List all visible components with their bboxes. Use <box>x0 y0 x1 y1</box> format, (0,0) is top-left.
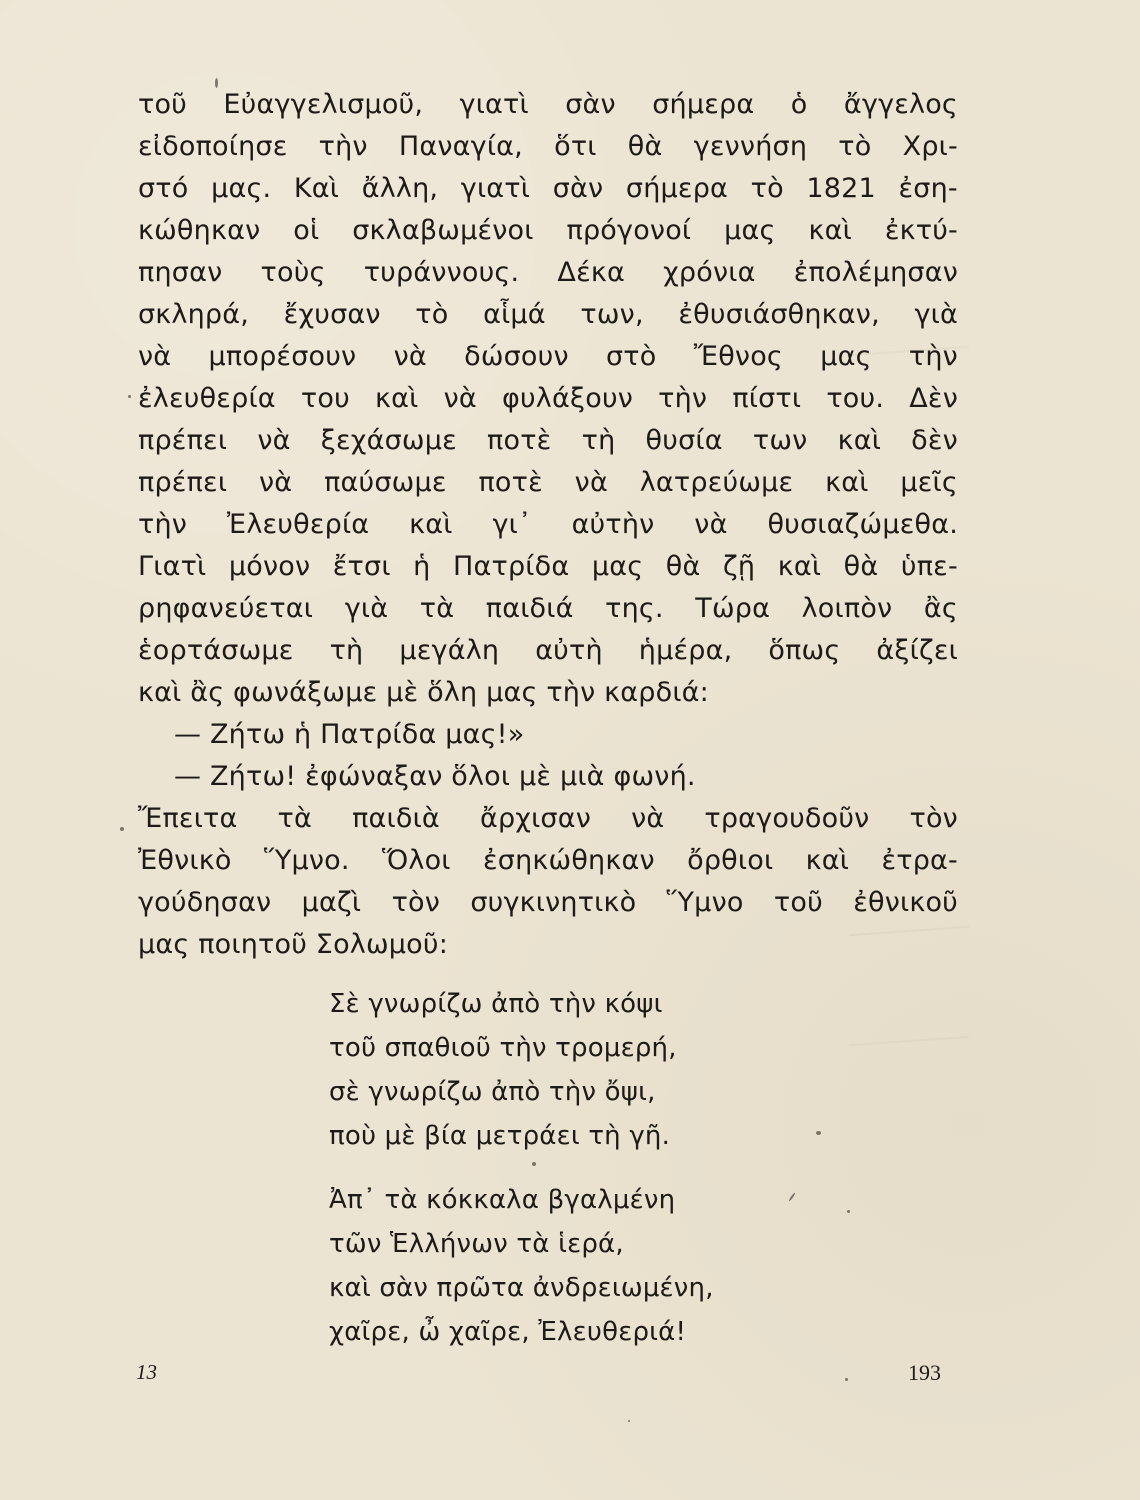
paragraph-line <box>138 420 958 462</box>
word: ποτὲ <box>478 467 543 498</box>
word: του <box>300 383 350 414</box>
word: ἐκτύ- <box>884 215 958 246</box>
paragraph-line <box>138 294 958 336</box>
paragraph-line <box>138 336 958 378</box>
word: νὰ <box>257 425 291 456</box>
dialogue-line: — Ζήτω ἡ Πατρίδα μας!» <box>174 719 525 750</box>
word: θυσία <box>645 425 723 456</box>
word: ρηφανεύεται <box>138 593 314 624</box>
word: σκλαβωμένοι <box>352 215 534 246</box>
paragraph-line <box>138 504 958 546</box>
word: γι᾿ <box>492 509 532 540</box>
word: γιὰ <box>914 299 958 330</box>
word: παιδιὰ <box>352 803 440 834</box>
word: παιδιά <box>485 593 574 624</box>
signature-mark: 13 <box>136 1360 157 1384</box>
word: Ὕμνο. <box>263 845 350 876</box>
word: ἡμέρα, <box>638 635 733 666</box>
verse-line: σὲ γνωρίζω ἀπὸ τὴν ὄψι, <box>329 1077 656 1107</box>
paragraph-line <box>138 798 958 840</box>
word: ἐτρα- <box>881 845 958 876</box>
paper-speck <box>128 395 131 398</box>
word: μας <box>724 215 776 246</box>
verse-line: τῶν Ἑλλήνων τὰ ἱερά, <box>329 1229 624 1259</box>
paragraph-line <box>138 210 958 252</box>
word: μπορέσουν <box>208 341 357 372</box>
word: νὰ <box>258 467 293 498</box>
word: του. <box>826 383 885 414</box>
word: θὰ <box>843 551 879 582</box>
word: ζῇ <box>723 551 756 582</box>
dialogue-line: — Ζήτω! ἐφώναξαν ὅλοι μὲ μιὰ φωνή. <box>174 761 696 792</box>
word: Ἔθνος <box>693 341 783 372</box>
word: ὅτι <box>554 131 597 162</box>
word: ἐλευθερία <box>138 383 276 414</box>
word: μεῖς <box>900 467 958 498</box>
paragraph-line <box>138 840 958 882</box>
main-text-block <box>138 84 958 966</box>
word: τοὺς <box>260 257 326 288</box>
word: ἄρχισαν <box>479 803 592 834</box>
paragraph-line <box>138 630 958 672</box>
word: πρέπει <box>138 425 228 456</box>
anthem-stanza-2 <box>329 1178 799 1354</box>
word: Καὶ <box>293 173 340 204</box>
word: Εὐαγγελισμοῦ, <box>223 89 424 120</box>
word: πίστι <box>732 383 802 414</box>
paper-speck <box>816 1131 821 1135</box>
paper-speck <box>847 1210 850 1213</box>
paragraph-line <box>138 378 958 420</box>
paragraph-line <box>138 462 958 504</box>
word: νὰ <box>138 341 172 372</box>
word: ξεχάσωμε <box>320 425 457 456</box>
word: Χρι- <box>902 131 958 162</box>
word: νὰ <box>443 383 477 414</box>
word: γιὰ <box>344 593 389 624</box>
word: νὰ <box>393 341 427 372</box>
verse-line: τοῦ σπαθιοῦ τὴν τρομερή, <box>329 1033 677 1063</box>
word: τὴν <box>658 383 708 414</box>
word: νὰ <box>694 509 728 540</box>
word: ὑπε- <box>900 551 958 582</box>
paragraph-line: καὶ ἂς φωνάξωμε μὲ ὅλη μας τὴν καρδιά: <box>138 677 709 708</box>
word: τὴν <box>138 509 188 540</box>
paragraph-line <box>138 126 958 168</box>
word: μόνον <box>228 551 311 582</box>
word: αὐτὴν <box>571 509 655 540</box>
word: Ὅλοι <box>382 845 451 876</box>
word: λατρεύωμε <box>639 467 794 498</box>
word: Πατρίδα <box>452 551 570 582</box>
word: τυράννους. <box>363 257 520 288</box>
word: Ἐλευθερία <box>226 509 370 540</box>
word: συγκινητικὸ <box>470 887 637 918</box>
word: τὸν <box>391 887 441 918</box>
word: σήμερα <box>652 89 755 120</box>
word: ἡ <box>413 551 431 582</box>
word: τοῦ <box>138 89 187 120</box>
paragraph-2 <box>138 798 958 924</box>
word: ἐθυσιάσθηκαν, <box>678 299 880 330</box>
word: 1821 <box>806 173 876 204</box>
word: σκληρά, <box>138 299 250 330</box>
word: οἱ <box>293 215 320 246</box>
verse-line: καὶ σὰν πρῶτα ἀνδρειωμένη, <box>329 1273 714 1303</box>
word: ἀξίζει <box>876 635 958 666</box>
word: Ὕμνο <box>666 887 744 918</box>
word: στό <box>138 173 189 204</box>
word: των <box>752 425 808 456</box>
paragraph-line <box>138 546 958 588</box>
paper-speck <box>215 78 218 88</box>
paragraph-line <box>138 84 958 126</box>
word: πρόγονοί <box>566 215 692 246</box>
word: ἔχυσαν <box>283 299 381 330</box>
word: τὴν <box>908 341 958 372</box>
word: Γιατὶ <box>138 551 207 582</box>
word: τὰ <box>277 803 313 834</box>
word: τὰ <box>419 593 455 624</box>
word: φυλάξουν <box>501 383 634 414</box>
word: μας <box>820 341 872 372</box>
word: καὶ <box>805 845 850 876</box>
word: στὸ <box>606 341 657 372</box>
word: τὸ <box>415 299 449 330</box>
word: θὰ <box>627 131 663 162</box>
paragraph-line: μας ποιητοῦ Σολωμοῦ: <box>138 929 448 960</box>
bleed-through-mark <box>849 1036 971 1074</box>
verse-line: ποὺ μὲ βία μετράει τὴ γῆ. <box>329 1121 671 1151</box>
word: Ἔπειτα <box>138 803 238 834</box>
word: ἄλλη, <box>361 173 439 204</box>
word: μεγάλη <box>399 635 500 666</box>
word: ὄρθιοι <box>687 845 774 876</box>
word: καὶ <box>375 383 419 414</box>
word: θυσιαζώμεθα. <box>767 509 958 540</box>
word: τὴν <box>318 131 368 162</box>
paper-speck <box>628 1420 630 1422</box>
word: ποτὲ <box>487 425 552 456</box>
word: ἐπολέμησαν <box>793 257 958 288</box>
word: γιατὶ <box>460 173 531 204</box>
word: καὶ <box>409 509 453 540</box>
word: πρέπει <box>138 467 228 498</box>
word: αἷμά <box>483 299 546 330</box>
word: εἰδοποίησε <box>138 131 288 162</box>
verse-line: χαῖρε, ὦ χαῖρε, Ἐλευθεριά! <box>329 1317 687 1347</box>
word: ἐση- <box>898 173 958 204</box>
word: νὰ <box>631 803 665 834</box>
word: δὲν <box>911 425 958 456</box>
word: καὶ <box>777 551 822 582</box>
word: τὸν <box>909 803 958 834</box>
paper-speck <box>532 1162 536 1166</box>
word: ἔτσι <box>332 551 391 582</box>
word: γεννήση <box>693 131 808 162</box>
verse-line: Ἀπ᾿ τὰ κόκκαλα βγαλμένη <box>329 1185 676 1215</box>
word: σὰν <box>565 89 616 120</box>
word: παύσωμε <box>324 467 447 498</box>
word: σήμερα <box>625 173 729 204</box>
word: τὴ <box>581 425 616 456</box>
word: ὅπως <box>768 635 841 666</box>
word: τραγουδοῦν <box>704 803 870 834</box>
word: τὸ <box>838 131 872 162</box>
word: νὰ <box>574 467 608 498</box>
word: ἑορτάσωμε <box>138 635 294 666</box>
word: ἄγγελος <box>843 89 958 120</box>
word: καὶ <box>825 467 869 498</box>
page-number: 193 <box>908 1360 941 1385</box>
word: μας. <box>211 173 272 204</box>
word: κώθηκαν <box>138 215 261 246</box>
word: λοιπὸν <box>801 593 893 624</box>
word: τοῦ <box>773 887 823 918</box>
word: θὰ <box>665 551 701 582</box>
word: ἐσηκώθηκαν <box>483 845 655 876</box>
word: καὶ <box>837 425 882 456</box>
paragraph-line <box>138 252 958 294</box>
word: γιατὶ <box>459 89 529 120</box>
word: ἂς <box>923 593 958 624</box>
anthem-stanza-1 <box>329 982 799 1158</box>
paragraph-line <box>138 168 958 210</box>
word: πησαν <box>138 257 223 288</box>
word: Δέκα <box>557 257 625 288</box>
paragraph-line <box>138 588 958 630</box>
word: των, <box>580 299 644 330</box>
paragraph-1 <box>138 84 958 672</box>
word: τὴ <box>329 635 364 666</box>
word: μαζὶ <box>301 887 362 918</box>
verse-line: Σὲ γνωρίζω ἀπὸ τὴν κόψι <box>329 989 663 1019</box>
word: ὁ <box>790 89 808 120</box>
word: μας <box>591 551 644 582</box>
paper-speck <box>120 827 124 831</box>
word: Ἐθνικὸ <box>138 845 232 876</box>
word: σὰν <box>552 173 604 204</box>
word: χρόνια <box>663 257 756 288</box>
paper-speck <box>845 1378 848 1381</box>
word: καὶ <box>808 215 852 246</box>
paragraph-line <box>138 882 958 924</box>
word: δώσουν <box>464 341 569 372</box>
word: της. <box>605 593 664 624</box>
word: ἐθνικοῦ <box>853 887 958 918</box>
word: τὸ <box>750 173 784 204</box>
word: Δὲν <box>909 383 958 414</box>
word: Παναγία, <box>398 131 523 162</box>
word: αὐτὴ <box>535 635 603 666</box>
word: Τώρα <box>695 593 771 624</box>
word: γούδησαν <box>138 887 272 918</box>
